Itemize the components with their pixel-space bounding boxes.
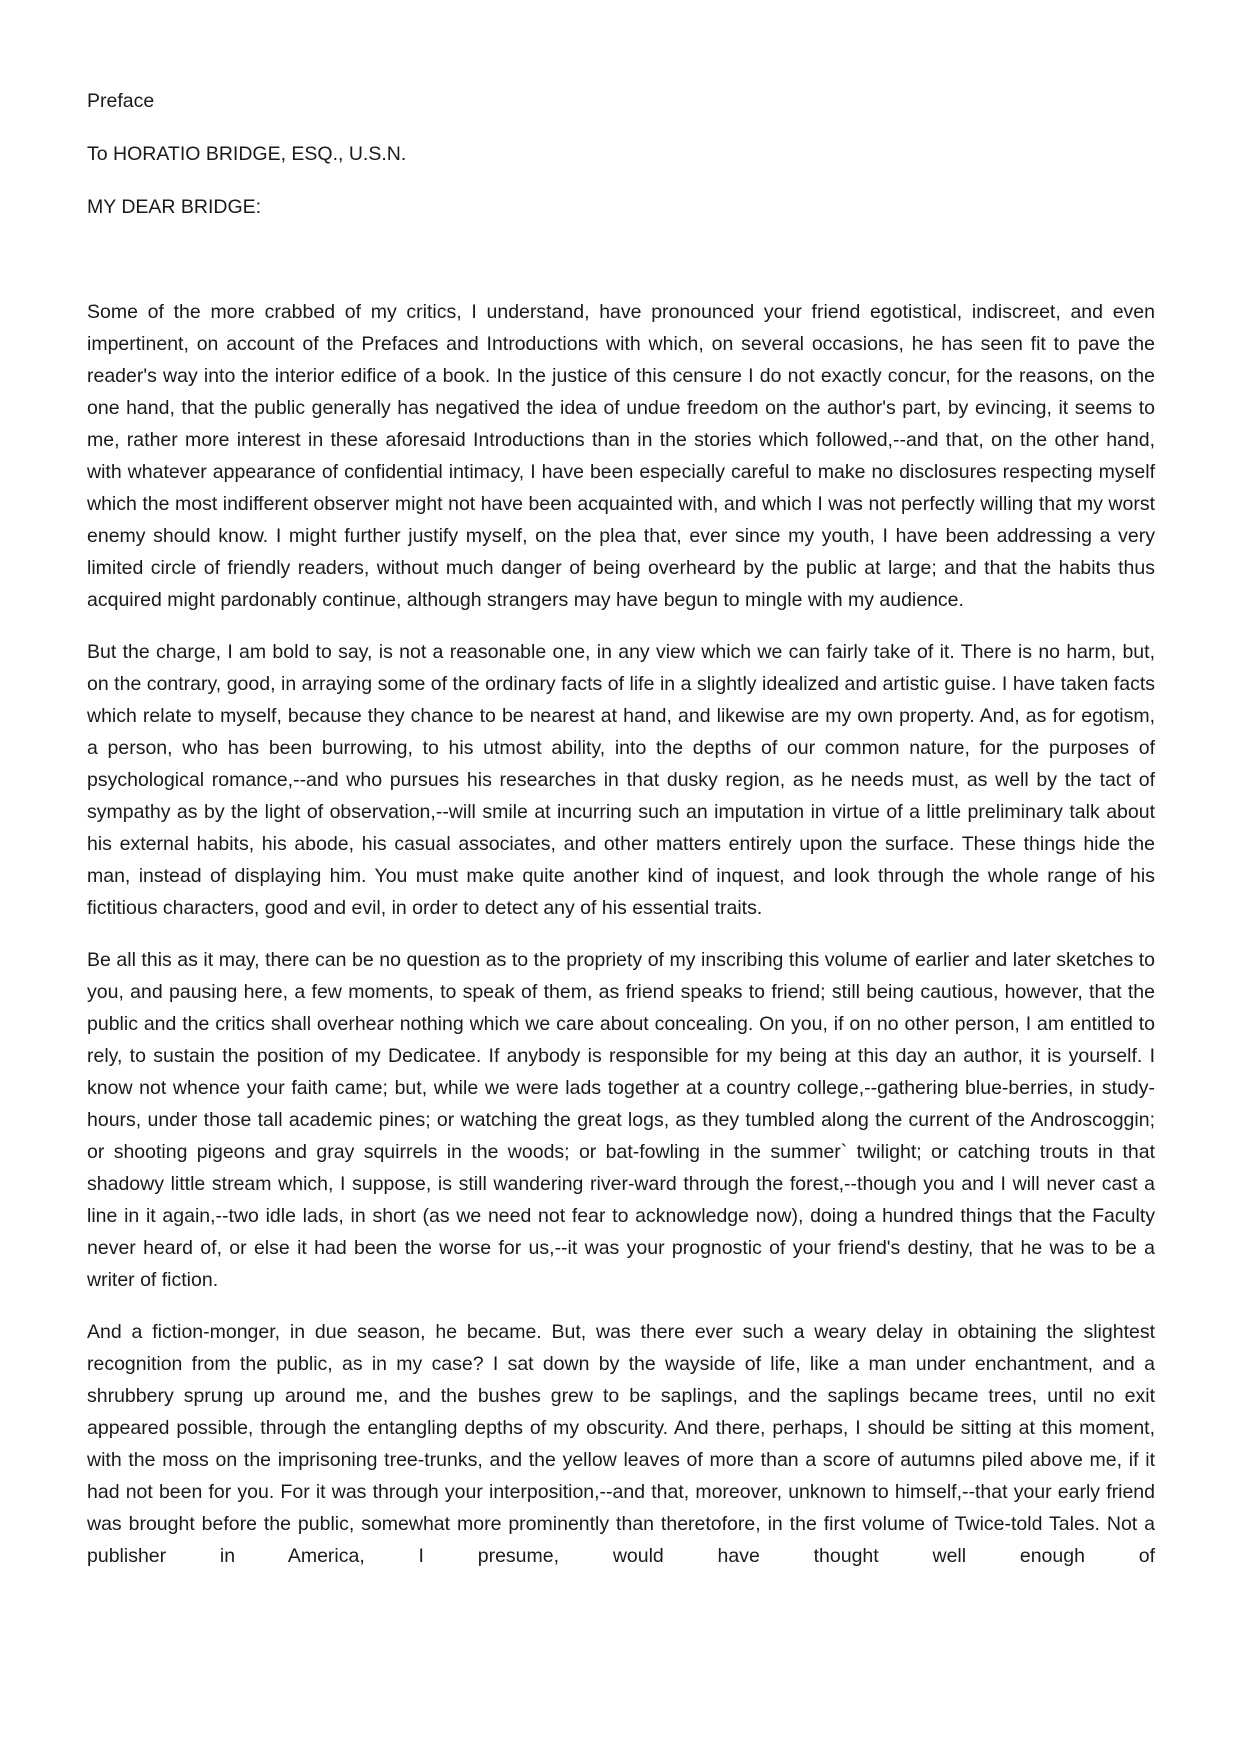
- paragraph-1: Some of the more crabbed of my critics, I understand, have pronounced your friend egotistical, indiscreet, and even impertinent, on account of the Prefaces and Introductions with which, on several occasions, he has seen fit to pave the reader's way into the interior edifice of a book. In the justice of this censure I do not exactly concur, for the reasons, on the one hand, that the public generally has negatived the idea of undue freedom on the author's part, by evincing, it seems to me, rather more interest in these aforesaid Introductions than in the stories which followed,--and that, on the other hand, with whatever appearance of confidential intimacy, I have been especially careful to make no disclosures respecting myself which the most indifferent observer might not have been acquainted with, and which I was not perfectly willing that my worst enemy should know. I might further justify myself, on the plea that, ever since my youth, I have been addressing a very limited circle of friendly readers, without much danger of being overheard by the public at large; and that the habits thus acquired might pardonably continue, although strangers may have begun to mingle with my audience.: [87, 301, 1155, 611]
- preface-heading: Preface: [87, 90, 155, 112]
- document-page: [87, 85, 1155, 1572]
- paragraph-4: And a fiction-monger, in due season, he became. But, was there ever such a weary delay in obtaining the slightest recognition from the public, as in my case? I sat down by the wayside of life, like a man under enchantment, and a shrubbery sprung up around me, and the bushes grew to be saplings, and the saplings became trees, until no exit appeared possible, through the entangling depths of my obscurity. And there, perhaps, I should be sitting at this moment, with the moss on the imprisoning tree-trunks, and the yellow leaves of more than a score of autumns piled above me, if it had not been for you. For it was through your interposition,--and that, moreover, unknown to himself,--that your early friend was brought before the public, somewhat more prominently than theretofore, in the first volume of Twice-told Tales. Not a publisher in America, I presume, would have thought well enough of: [87, 1321, 1155, 1567]
- salutation-line: MY DEAR BRIDGE:: [87, 196, 262, 218]
- dedication-line: To HORATIO BRIDGE, ESQ., U.S.N.: [87, 143, 407, 165]
- paragraph-3: Be all this as it may, there can be no question as to the propriety of my inscribing this volume of earlier and later sketches to you, and pausing here, a few moments, to speak of them, as friend speaks to friend; still being cautious, however, that the public and the critics shall overhear nothing which we care about concealing. On you, if on no other person, I am entitled to rely, to sustain the position of my Dedicatee. If anybody is responsible for my being at this day an author, it is yourself. I know not whence your faith came; but, while we were lads together at a country college,--gathering blue-berries, in study-hours, under those tall academic pines; or watching the great logs, as they tumbled along the current of the Androscoggin; or shooting pigeons and gray squirrels in the woods; or bat-fowling in the summer` twilight; or catching trouts in that shadowy little stream which, I suppose, is still wandering river-ward through the forest,--though you and I will never cast a line in it again,--two idle lads, in short (as we need not fear to acknowledge now), doing a hundred things that the Faculty never heard of, or else it had been the worse for us,--it was your prognostic of your friend's destiny, that he was to be a writer of fiction.: [87, 949, 1155, 1291]
- paragraph-2: But the charge, I am bold to say, is not a reasonable one, in any view which we can fairly take of it. There is no harm, but, on the contrary, good, in arraying some of the ordinary facts of life in a slightly idealized and artistic guise. I have taken facts which relate to myself, because they chance to be nearest at hand, and likewise are my own property. And, as for egotism, a person, who has been burrowing, to his utmost ability, into the depths of our common nature, for the purposes of psychological romance,--and who pursues his researches in that dusky region, as he needs must, as well by the tact of sympathy as by the light of observation,--will smile at incurring such an imputation in virtue of a little preliminary talk about his external habits, his abode, his casual associates, and other matters entirely upon the surface. These things hide the man, instead of displaying him. You must make quite another kind of inquest, and look through the whole range of his fictitious characters, good and evil, in order to detect any of his essential traits.: [87, 641, 1155, 919]
